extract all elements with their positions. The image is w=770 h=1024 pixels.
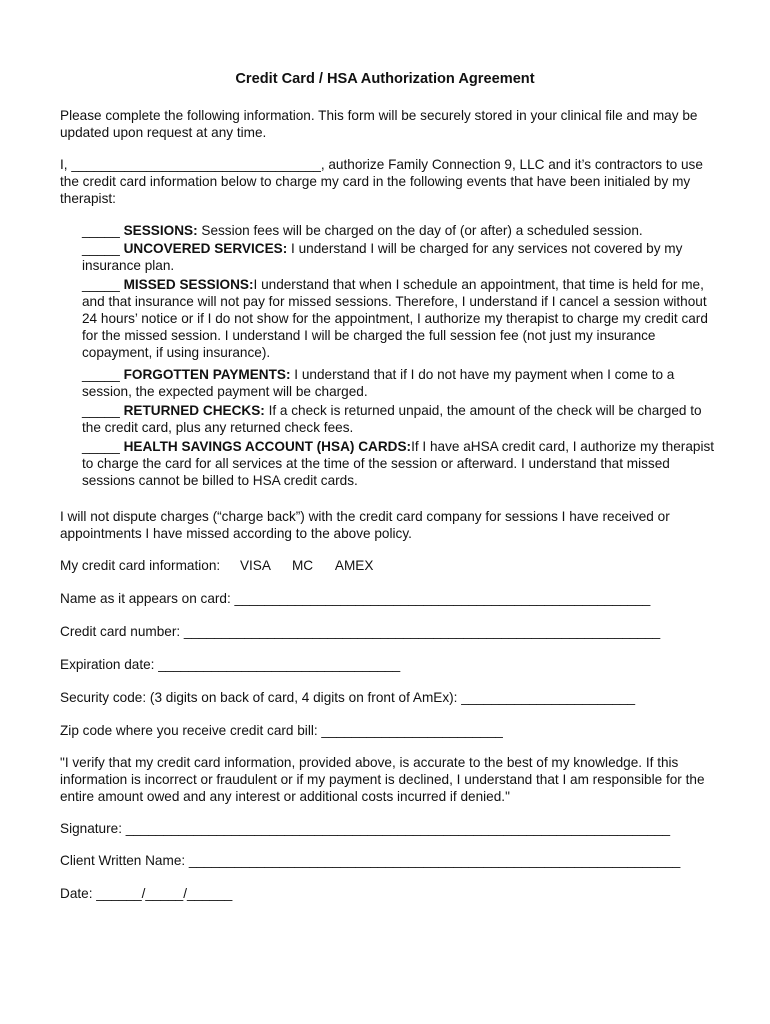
item-label: MISSED SESSIONS: [123, 277, 254, 292]
item-label: UNCOVERED SERVICES: [123, 241, 288, 256]
authorization-paragraph: I, _________________________________, authorize Family Connection 9, LLC and it’s contractors to use the credit card information below to charge my card in the following events that have been initialed by my therapist: [60, 157, 703, 206]
item-label: FORGOTTEN PAYMENTS: [123, 367, 291, 382]
item-sessions [82, 222, 722, 239]
zip-code-field[interactable]: Zip code where you receive credit card bill: ________________________ [60, 723, 503, 738]
item-missed-sessions [82, 276, 722, 361]
verification-statement: "I verify that my credit card information, provided above, is accurate to the best of my knowledge. If this information is incorrect or fraudulent or if my payment is declined, I understand that I am responsible for the entire amount owed and any interest or additional costs incurred if denied." [60, 755, 705, 804]
initial-blank[interactable]: _____ [82, 277, 124, 292]
item-label: HEALTH SAVINGS ACCOUNT (HSA) CARDS: [123, 439, 412, 454]
item-text: I understand that if I do not have my payment when I come to a session, the expected payment will be charged. [82, 367, 675, 399]
intro-paragraph: Please complete the following information. This form will be securely stored in your clinical file and may be updated upon request at any time. [60, 108, 698, 140]
document-title: Credit Card / HSA Authorization Agreement [235, 71, 535, 87]
item-text: If I have aHSA credit card, I authorize my therapist to charge the card for all services at the time of the session or afterward. I understand that missed sessions cannot be billed to HSA credit cards. [82, 439, 715, 488]
initial-blank[interactable]: _____ [82, 241, 124, 256]
item-text: I understand that when I schedule an appointment, that time is held for me, and that insurance will not pay for missed sessions. Therefore, I understand if I cancel a session without 24 hours’ notice or if I do not show for the appointment, I authorize my therapist to charge my credit card for the missed session. I understand I will be charged the full session fee (not just my insurance copayment, if using insurance). [82, 277, 708, 360]
dispute-paragraph: I will not dispute charges (“charge back”) with the credit card company for sessions I have received or appointments I have missed according to the above policy. [60, 509, 670, 541]
card-number-field[interactable]: Credit card number: _______________________________________________________________ [60, 624, 661, 639]
card-info-line [60, 557, 720, 574]
card-type-visa[interactable]: VISA [239, 558, 271, 573]
card-info-label: My credit card information: [60, 558, 221, 573]
item-label: RETURNED CHECKS: [123, 403, 265, 418]
item-text: If a check is returned unpaid, the amount of the check will be charged to the credit card, plus any returned check fees. [82, 403, 702, 435]
item-hsa-cards [82, 438, 722, 489]
item-returned-checks [82, 402, 722, 436]
item-label: SESSIONS: [123, 223, 198, 238]
item-text: I understand I will be charged for any services not covered by my insurance plan. [82, 241, 683, 273]
item-forgotten-payments [82, 366, 722, 400]
initial-blank[interactable]: _____ [82, 223, 124, 238]
client-name-field[interactable]: Client Written Name: _________________________________________________________________ [60, 853, 681, 868]
item-uncovered-services [82, 240, 722, 274]
name-on-card-field[interactable]: Name as it appears on card: _______________________________________________________ [60, 591, 651, 606]
item-text: Session fees will be charged on the day of (or after) a scheduled session. [197, 223, 643, 238]
initial-blank[interactable]: _____ [82, 367, 124, 382]
card-type-mc[interactable]: MC [291, 558, 314, 573]
card-type-amex[interactable]: AMEX [334, 558, 374, 573]
expiration-date-field[interactable]: Expiration date: ________________________________ [60, 657, 401, 672]
initial-blank[interactable]: _____ [82, 403, 124, 418]
date-field[interactable]: Date: ______/_____/______ [60, 886, 233, 901]
initial-blank[interactable]: _____ [82, 439, 124, 454]
signature-field[interactable]: Signature: ________________________________________________________________________ [60, 821, 671, 836]
security-code-field[interactable]: Security code: (3 digits on back of card, 4 digits on front of AmEx): _______________________ [60, 690, 636, 705]
